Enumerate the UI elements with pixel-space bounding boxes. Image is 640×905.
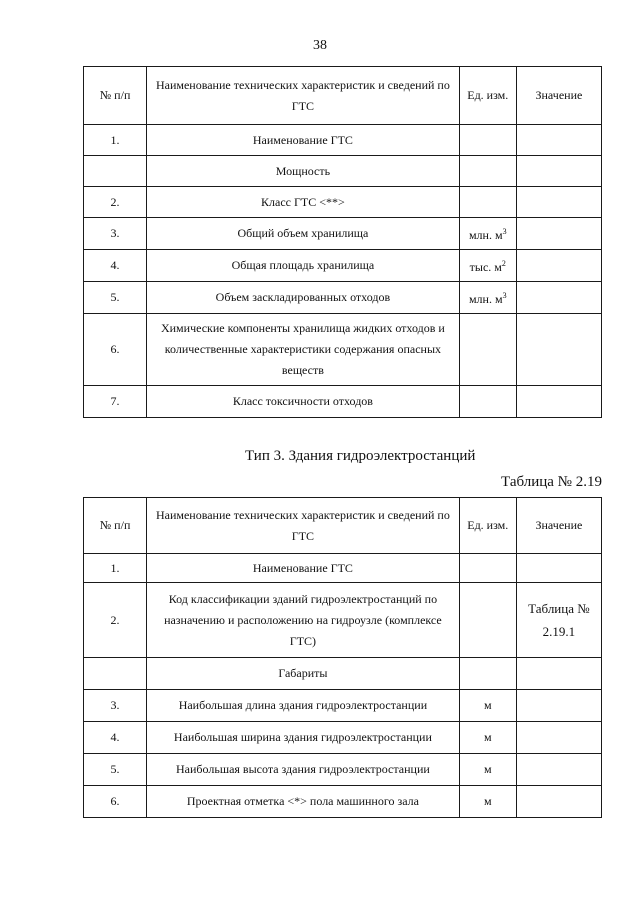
row-name: Наименование ГТС <box>147 125 460 156</box>
table-row <box>84 722 602 754</box>
row-unit <box>459 658 516 690</box>
unit-exponent: 2 <box>501 259 506 268</box>
characteristics-table-2 <box>83 497 602 818</box>
row-unit <box>459 554 516 583</box>
row-num: 1. <box>84 554 147 583</box>
row-num: 6. <box>84 786 147 818</box>
header-name: Наименование технических характеристик и сведений по ГТС <box>147 498 460 554</box>
row-name: Наибольшая ширина здания гидроэлектростанции <box>147 722 460 754</box>
row-unit: м <box>459 754 516 786</box>
table-header-row <box>84 67 602 125</box>
table-caption: Таблица № 2.19 <box>501 474 602 490</box>
row-num: 5. <box>84 282 147 314</box>
row-value <box>516 314 601 386</box>
unit-text: млн. м <box>468 228 503 242</box>
row-unit <box>459 386 516 418</box>
row-value <box>516 722 601 754</box>
row-unit: м <box>459 690 516 722</box>
row-name: Наименование ГТС <box>147 554 460 583</box>
page-number: 38 <box>313 38 327 53</box>
row-num: 7. <box>84 386 147 418</box>
header-unit: Ед. изм. <box>459 498 516 554</box>
row-name: Код классификации зданий гидроэлектростанций по назначению и расположению на гидроузле (комплексе ГТС) <box>147 583 460 658</box>
table-row <box>84 314 602 386</box>
row-unit <box>459 125 516 156</box>
row-unit <box>459 282 516 314</box>
row-num: 1. <box>84 125 147 156</box>
row-name: Общий объем хранилища <box>147 218 460 250</box>
table-row <box>84 690 602 722</box>
row-unit <box>459 187 516 218</box>
row-unit <box>459 218 516 250</box>
table-row <box>84 125 602 156</box>
header-num: № п/п <box>84 498 147 554</box>
row-name: Химические компоненты хранилища жидких отходов и количественные характеристики содержания опасных веществ <box>147 314 460 386</box>
row-value <box>516 250 601 282</box>
table-row <box>84 187 602 218</box>
unit-text: млн. м <box>468 292 503 306</box>
table-row <box>84 282 602 314</box>
row-unit: м <box>459 722 516 754</box>
table-row <box>84 786 602 818</box>
row-name: Общая площадь хранилища <box>147 250 460 282</box>
row-num: 6. <box>84 314 147 386</box>
row-unit <box>459 250 516 282</box>
row-value <box>516 386 601 418</box>
row-value <box>516 282 601 314</box>
row-num: 4. <box>84 722 147 754</box>
characteristics-table-1 <box>83 66 602 418</box>
section-title: Тип 3. Здания гидроэлектростанций <box>245 448 476 464</box>
row-value <box>516 690 601 722</box>
table-row <box>84 386 602 418</box>
unit-exponent: 3 <box>502 227 507 236</box>
row-value <box>516 156 601 187</box>
row-name: Наибольшая длина здания гидроэлектростанции <box>147 690 460 722</box>
row-unit <box>459 583 516 658</box>
header-unit: Ед. изм. <box>459 67 516 125</box>
header-name: Наименование технических характеристик и сведений по ГТС <box>147 67 460 125</box>
row-num: 5. <box>84 754 147 786</box>
table-row <box>84 658 602 690</box>
row-value <box>516 187 601 218</box>
row-num: 2. <box>84 187 147 218</box>
row-unit <box>459 314 516 386</box>
row-name: Класс токсичности отходов <box>147 386 460 418</box>
header-value: Значение <box>516 498 601 554</box>
row-name: Габариты <box>147 658 460 690</box>
row-num: 3. <box>84 690 147 722</box>
table-row <box>84 583 602 658</box>
row-unit <box>459 156 516 187</box>
row-value <box>516 554 601 583</box>
header-num: № п/п <box>84 67 147 125</box>
row-value <box>516 658 601 690</box>
row-value <box>516 786 601 818</box>
table-row <box>84 754 602 786</box>
row-value <box>516 218 601 250</box>
row-name: Проектная отметка <*> пола машинного зала <box>147 786 460 818</box>
table-header-row <box>84 498 602 554</box>
unit-exponent: 3 <box>502 291 507 300</box>
row-value <box>516 754 601 786</box>
row-num: 2. <box>84 583 147 658</box>
row-value <box>516 125 601 156</box>
table-row <box>84 156 602 187</box>
row-num <box>84 658 147 690</box>
row-num <box>84 156 147 187</box>
row-name: Мощность <box>147 156 460 187</box>
row-name: Объем заскладированных отходов <box>147 282 460 314</box>
row-value: Таблица № 2.19.1 <box>516 583 601 658</box>
row-name: Наибольшая высота здания гидроэлектростанции <box>147 754 460 786</box>
table-row <box>84 250 602 282</box>
table-row <box>84 554 602 583</box>
row-num: 3. <box>84 218 147 250</box>
unit-text: тыс. м <box>469 260 502 274</box>
header-value: Значение <box>516 67 601 125</box>
row-num: 4. <box>84 250 147 282</box>
row-name: Класс ГТС <**> <box>147 187 460 218</box>
row-unit: м <box>459 786 516 818</box>
table-row <box>84 218 602 250</box>
